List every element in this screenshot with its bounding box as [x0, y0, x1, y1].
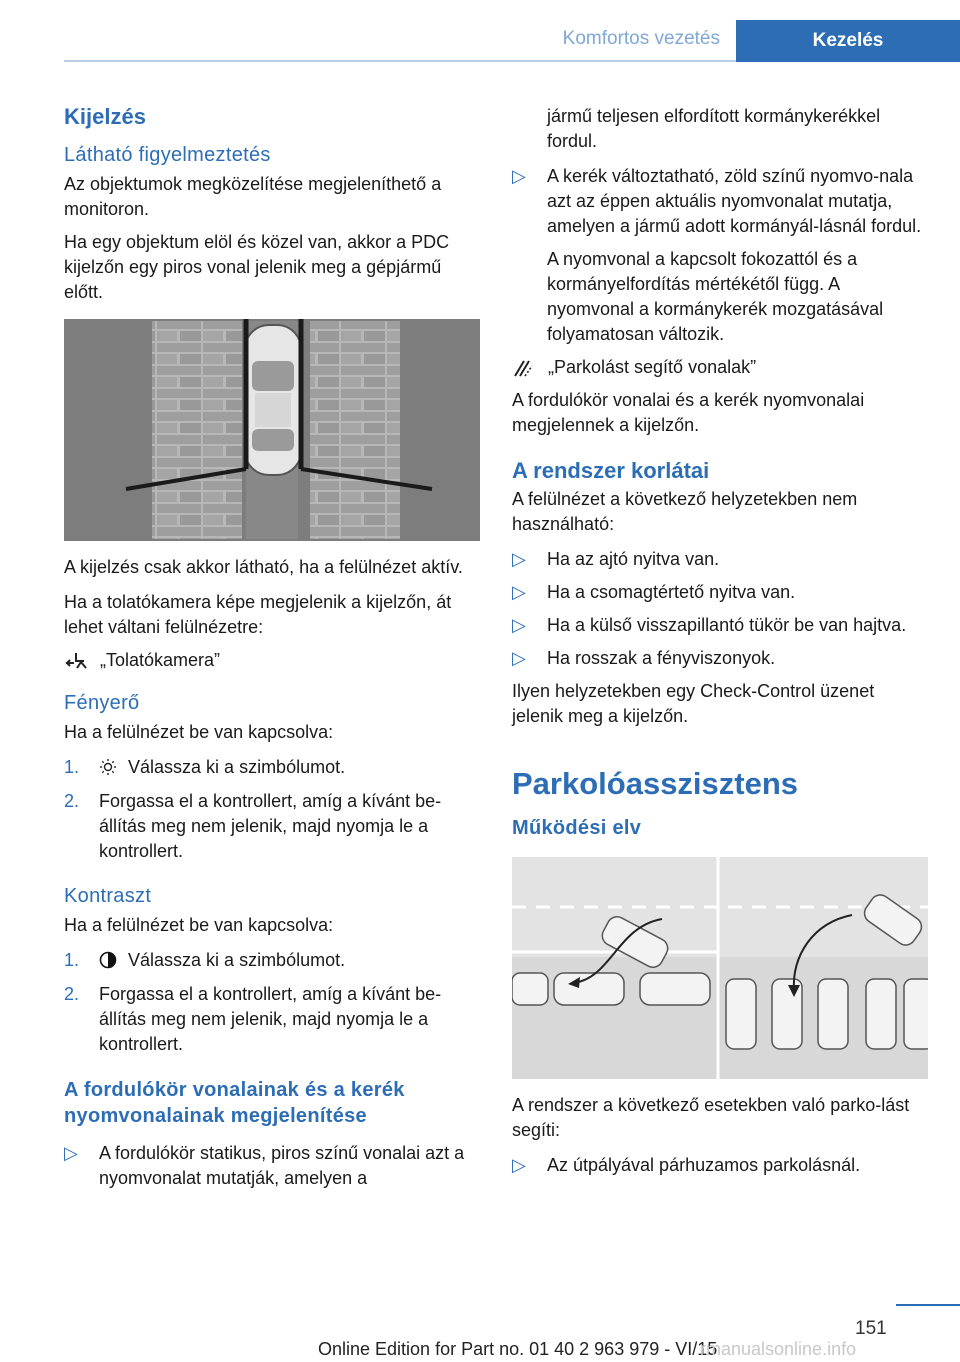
list-item: ▷ Ha a külső visszapillantó tükör be van hajtva. — [512, 615, 907, 635]
list-item: ▷ Az útpályával párhuzamos parkolásnál. — [512, 1155, 861, 1175]
list-item: 2. Forgassa el a kontrollert, amíg a kívánt be‐állítás meg nem jelenik, majd nyomja le a kontrollert. — [64, 984, 442, 1054]
parking-lines-icon — [512, 358, 536, 378]
paragraph-pdc: Ha egy objektum elöl és közel van, akkor a PDC kijelzőn egy piros vonal jelenik meg a gépjármű előtt. — [64, 232, 450, 302]
left-column — [64, 104, 484, 1191]
list-item: ▷ A fordulókör statikus, piros színű vonalai azt a nyomvonalat mutatják, amelyen a — [64, 1143, 465, 1188]
parking-assistant-illustration — [512, 857, 928, 1079]
list-item: 1. Válassza ki a szimbólumot. — [64, 755, 484, 783]
header-rule — [64, 60, 736, 62]
korlatai-list — [512, 547, 930, 671]
paragraph-segiti: A rendszer a következő esetekben való parko‐lást segíti: — [512, 1095, 910, 1140]
heading-fordulokor: A fordulókör vonalainak és a kerék nyomvonalainak megjelenítése — [64, 1079, 405, 1127]
heading-kontraszt: Kontraszt — [64, 885, 152, 907]
car-top-icon — [245, 325, 301, 475]
paragraph-visible: A kijelzés csak akkor látható, ha a felülnézet aktív. — [64, 557, 463, 577]
paragraph-ilyen: Ilyen helyzetekben egy Check-Control üzenet jelenik meg a kijelzőn. — [512, 681, 875, 726]
heading-korlatai: A rendszer korlátai — [512, 458, 710, 483]
page-header — [0, 0, 960, 62]
camera-symbol-label: „Tolatókamera” — [100, 650, 221, 670]
parking-lines-symbol-row — [512, 355, 930, 380]
watermark: rmanualsonline.info — [700, 1339, 857, 1359]
list-item: ▷ A kerék változtatható, zöld színű nyomvo‐nala azt az éppen aktuális nyomvonalat mutatja, amelyen a jármű adott kormányál‐lásnál fordul. — [512, 166, 922, 236]
brightness-icon — [99, 758, 117, 783]
heading-parkoloasszisztens: Parkolóasszisztens — [512, 766, 799, 801]
fenyero-intro: Ha a felülnézet be van kapcsolva: — [64, 722, 334, 742]
header-chapter-tab: Kezelés — [736, 20, 960, 62]
footer-rule — [896, 1304, 960, 1306]
reverse-camera-icon — [64, 651, 88, 671]
fenyero-steps — [64, 755, 484, 864]
right-column — [512, 104, 930, 1178]
paragraph-camera: Ha a tolatókamera képe megjelenik a kijelzőn, át lehet váltani felülnézetre: — [64, 592, 452, 637]
page-number: 151 — [855, 1318, 887, 1339]
kontraszt-steps — [64, 948, 484, 1057]
parking-lines-label: „Parkolást segítő vonalak” — [548, 357, 757, 377]
list-item: 2. Forgassa el a kontrollert, amíg a kívánt be‐állítás meg nem jelenik, majd nyomja le a kontrollert. — [64, 791, 442, 861]
heading-mukodesi: Működési elv — [512, 817, 642, 839]
paragraph-objects: Az objektumok megközelítése megjeleníthető a monitoron. — [64, 174, 442, 219]
heading-lathato: Látható figyelmeztetés — [64, 144, 271, 166]
list-item: ▷ Ha a csomagtértető nyitva van. — [512, 582, 796, 602]
list-item: ▷ Ha az ajtó nyitva van. — [512, 549, 720, 569]
heading-fenyero: Fényerő — [64, 692, 140, 714]
korlatai-intro: A felülnézet a következő helyzetekben nem használható: — [512, 489, 858, 534]
edition-line: Online Edition for Part no. 01 40 2 963 979 - VI/15 — [318, 1339, 718, 1359]
top-view-illustration — [64, 319, 480, 541]
list-item: ▷ Ha rosszak a fényviszonyok. — [512, 648, 776, 668]
heading-kijelzes: Kijelzés — [64, 104, 146, 129]
contrast-icon — [99, 951, 117, 976]
camera-symbol-row — [64, 648, 484, 673]
paragraph-track-sub: A nyomvonal a kapcsolt fokozattól és a kormányelfordítás mértékétől függ. A nyomvonal a kormánykerék mozgatásával folyamatosan változik. — [547, 249, 884, 344]
list-item: 1. Válassza ki a szimbólumot. — [64, 948, 484, 976]
paragraph-continued: jármű teljesen elfordított kormánykerékkel fordul. — [547, 106, 881, 151]
kontraszt-intro: Ha a felülnézet be van kapcsolva: — [64, 915, 334, 935]
paragraph-vonalak: A fordulókör vonalai és a kerék nyomvonalai megjelennek a kijelzőn. — [512, 390, 865, 435]
header-section-title: Komfortos vezetés — [562, 28, 720, 49]
